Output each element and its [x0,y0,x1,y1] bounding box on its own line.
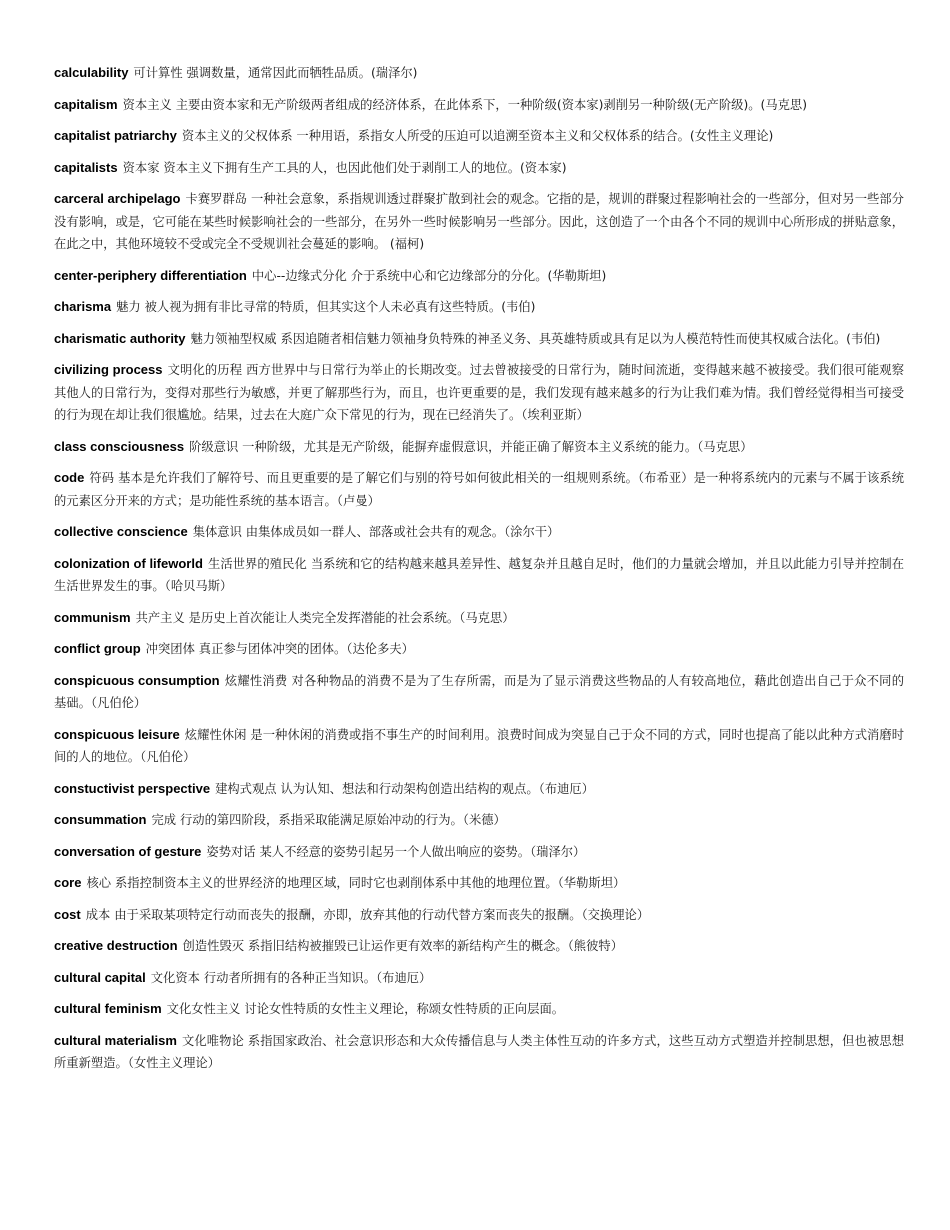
glossary-entry [54,553,904,598]
glossary-entry [54,1030,904,1075]
glossary-definition: 资本主义的父权体系 一种用语，系指女人所受的压迫可以追溯至资本主义和父权体系的结合。(女性主义理论) [181,129,774,143]
glossary-entry [54,967,904,990]
glossary-entry [54,809,904,832]
glossary-entry [54,872,904,895]
glossary-term: charismatic authority [54,330,186,346]
glossary-definition: 阶级意识 一种阶级，尤其是无产阶级，能摒弃虚假意识，并能正确了解资本主义系统的能力。（马克思） [189,439,753,454]
glossary-definition: 符码 基本是允许我们了解符号、而且更重要的是了解它们与别的符号如何彼此相关的一组规则系统。（布希亚）是一种将系统内的元素与不属于该系统的元素区分开来的方式；是功能性系统的基本语言。（卢曼） [54,471,904,508]
glossary-entry [54,125,904,148]
glossary-entry [54,157,904,180]
glossary-entry [54,607,904,630]
glossary-term: core [54,875,82,890]
glossary-definition: 卡赛罗群岛 一种社会意象，系指规训透过群聚扩散到社会的观念。它指的是，规训的群聚过程影响社会的一些部分，但对另一些部分没有影响，或是，它可能在某些时候影响社会的一些部分，在另外一些时候影响另一些部分。因此，这创造了一个由各个不同的规训中心所形成的拼贴意象，在此之中，其他环境较不受或完全不受规训社会蔓延的影响。 (福柯) [54,192,904,251]
glossary-term: collective conscience [54,524,188,539]
glossary-definition: 魅力领袖型权威 系因追随者相信魅力领袖身负特殊的神圣义务、具英雄特质或具有足以为人模范特性而使其权威合法化。(韦伯) [190,331,881,346]
glossary-term: conspicuous consumption [54,672,220,688]
glossary-entry [54,521,904,544]
glossary-definition: 核心 系指控制资本主义的世界经济的地理区域，同时它也剥削体系中其他的地理位置。（华勒斯坦） [86,876,626,890]
glossary-definition: 创造性毁灭 系指旧结构被摧毁已让运作更有效率的新结构产生的概念。（熊彼特） [182,939,623,953]
glossary-entry [54,188,904,256]
glossary-term: capitalism [54,96,118,112]
glossary-definition: 集体意识 由集体成员如一群人、部落或社会共有的观念。（涂尔干） [192,525,560,539]
glossary-definition: 炫耀性消费 对各种物品的消费不是为了生存所需，而是为了显示消费这些物品的人有较高地位，藉此创造出自己于众不同的基础。（凡伯伦） [54,673,904,710]
glossary-entry [54,724,904,769]
glossary-term: colonization of lifeworld [54,555,203,571]
glossary-term: center-periphery differentiation [54,267,247,283]
glossary-term: conspicuous leisure [54,726,180,742]
glossary-definition: 文化唯物论 系指国家政治、社会意识形态和大众传播信息与人类主体性互动的许多方式，这些互动方式塑造并控制思想，但也被思想所重新塑造。（女性主义理论） [54,1033,904,1070]
glossary-definition: 魅力 被人视为拥有非比寻常的特质，但其实这个人未必真有这些特质。(韦伯) [116,300,536,314]
glossary-term: civilizing process [54,362,163,377]
glossary-term: communism [54,609,131,625]
glossary-definition: 生活世界的殖民化 当系统和它的结构越来越具差异性、越复杂并且越自足时，他们的力量就会增加，并且以此能力引导并控制在生活世界发生的事。（哈贝马斯） [54,556,904,593]
glossary-term: cultural capital [54,969,146,985]
glossary-term: conversation of gesture [54,843,202,859]
glossary-entry [54,328,904,351]
glossary-entry [54,841,904,864]
glossary-term: code [54,470,85,485]
glossary-definition: 文明化的历程 西方世界中与日常行为举止的长期改变。过去曾被接受的日常行为，随时间流逝，变得越来越不被接受。我们很可能观察其他人的日常行为，变得对那些行为敏感，并更了解那些行为，而且，也许更重要的是，我们发现有越来越多的行为让我们难为情。我们曾经觉得相当可接受的行为现在却让我们很尴尬。结果，过去在大庭广众下常见的行为，现在已经消失了。（埃利亚斯） [54,363,904,422]
glossary-definition: 资本主义 主要由资本家和无产阶级两者组成的经济体系，在此体系下，一种阶级(资本家)剥削另一种阶级(无产阶级)。(马克思) [122,97,808,112]
glossary-term: cultural feminism [54,1001,162,1016]
glossary-entry [54,467,904,512]
glossary-definition: 完成 行动的第四阶段，系指采取能满足原始冲动的行为。（米德） [151,813,506,827]
glossary-definition: 炫耀性休闲 是一种休闲的消费或指不事生产的时间利用。浪费时间成为突显自己于众不同的方式，同时也提高了能以此种方式消磨时间的人的地位。（凡伯伦） [54,727,905,764]
glossary-term: cultural materialism [54,1032,177,1048]
glossary-entry [54,638,904,661]
glossary-entry [54,436,904,459]
glossary-definition: 冲突团体 真正参与团体冲突的团体。（达伦多夫） [145,642,414,656]
glossary-definition: 成本 由于采取某项特定行动而丧失的报酬，亦即，放弃其他的行动代替方案而丧失的报酬。（交换理论） [85,907,650,922]
glossary-term: constuctivist perspective [54,780,211,796]
glossary-definition: 姿势对话 某人不经意的姿势引起另一个人做出响应的姿势。（瑞泽尔） [206,844,586,859]
glossary-term: capitalists [54,159,118,175]
glossary-definition: 中心--边缘式分化 介于系统中心和它边缘部分的分化。(华勒斯坦) [251,268,607,283]
glossary-term: class consciousness [54,438,185,454]
glossary-term: consummation [54,812,147,827]
glossary-entry [54,296,904,319]
glossary-entry [54,94,904,117]
glossary-term: cost [54,906,81,922]
glossary-definition: 文化资本 行动者所拥有的各种正当知识。（布迪厄） [150,970,432,985]
glossary-term: conflict group [54,641,141,656]
glossary-term: charisma [54,299,112,314]
glossary-definition: 建构式观点 认为认知、想法和行动架构创造出结构的观点。（布迪厄） [215,781,595,796]
glossary-term: carceral archipelago [54,191,181,206]
glossary-term: creative destruction [54,938,178,953]
glossary-definition: 共产主义 是历史上首次能让人类完全发挥潜能的社会系统。（马克思） [135,610,515,625]
glossary-entry [54,904,904,927]
glossary-entry [54,778,904,801]
glossary-entry [54,998,904,1021]
glossary-definition: 资本家 资本主义下拥有生产工具的人，也因此他们处于剥削工人的地位。(资本家) [122,160,567,175]
glossary-entry [54,670,904,715]
glossary-definition: 文化女性主义 讨论女性特质的女性主义理论，称颂女性特质的正向层面。 [166,1002,565,1016]
glossary-entry [54,62,904,85]
glossary-definition: 可计算性 强调数量，通常因此而牺牲品质。(瑞泽尔) [133,66,418,80]
glossary-term: calculability [54,65,129,80]
glossary-entry [54,359,904,427]
glossary-entry [54,935,904,958]
glossary-term: capitalist patriarchy [54,128,177,143]
glossary-entry [54,265,904,288]
